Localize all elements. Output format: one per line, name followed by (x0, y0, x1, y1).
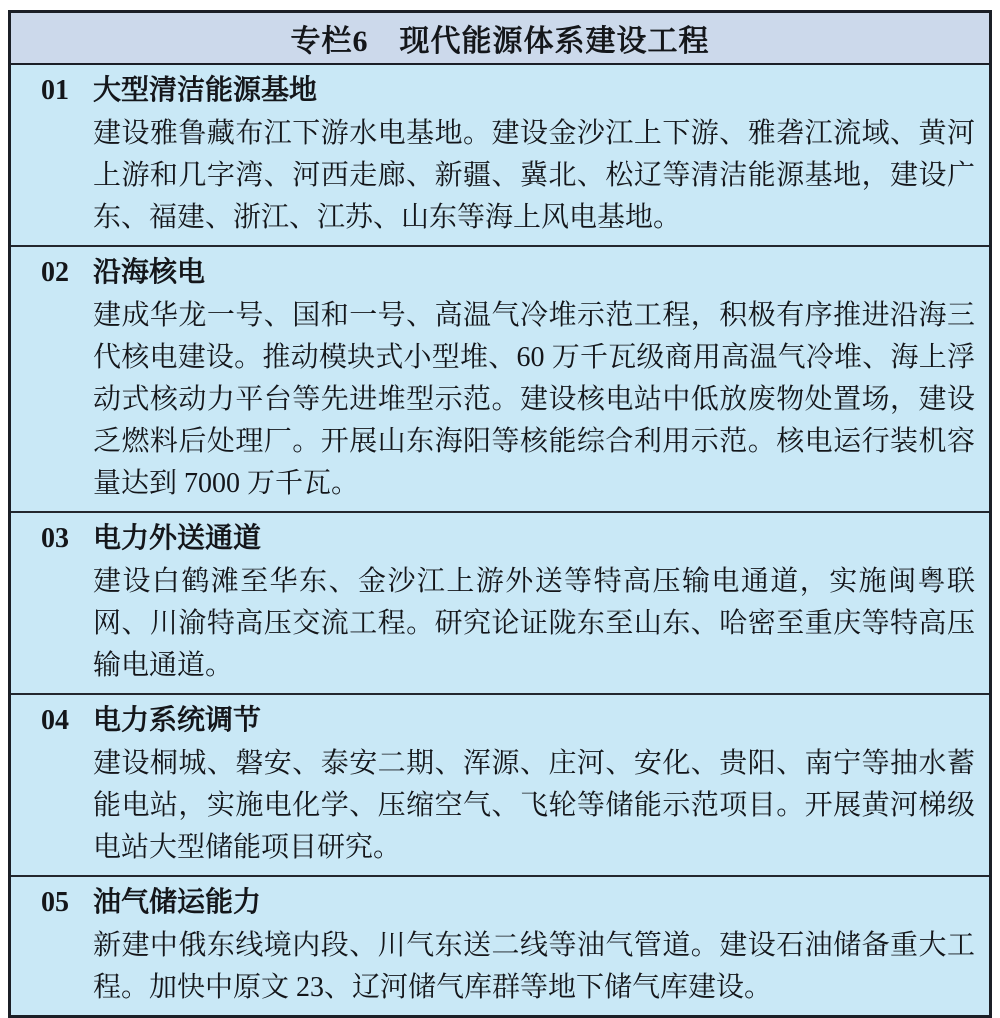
section-05 (11, 875, 989, 1015)
section-heading: 电力系统调节 (93, 705, 262, 736)
section-heading: 沿海核电 (93, 257, 206, 288)
section-number: 04 (41, 705, 69, 736)
section-heading: 大型清洁能源基地 (93, 75, 318, 106)
section-number: 03 (41, 523, 69, 554)
section-heading-row (41, 699, 975, 743)
section-heading-row (41, 517, 975, 561)
section-03 (11, 511, 989, 693)
section-heading-row (41, 881, 975, 925)
info-panel (8, 10, 992, 1018)
section-body: 建设桐城、磐安、泰安二期、浑源、庄河、安化、贵阳、南宁等抽水蓄能电站，实施电化学、压缩空气、飞轮等储能示范项目。开展黄河梯级电站大型储能项目研究。 (93, 748, 975, 863)
section-04 (11, 693, 989, 875)
section-body: 建设雅鲁藏布江下游水电基地。建设金沙江上下游、雅砻江流域、黄河上游和几字湾、河西走廊、新疆、冀北、松辽等清洁能源基地，建设广东、福建、浙江、江苏、山东等海上风电基地。 (93, 118, 975, 233)
section-number: 02 (41, 257, 69, 288)
panel-title: 专栏6 现代能源体系建设工程 (290, 25, 710, 58)
section-number: 05 (41, 887, 69, 918)
panel-header (11, 13, 989, 65)
section-body: 建设白鹤滩至华东、金沙江上游外送等特高压输电通道，实施闽粤联网、川渝特高压交流工程。研究论证陇东至山东、哈密至重庆等特高压输电通道。 (93, 566, 975, 681)
section-heading-row (41, 69, 975, 113)
section-body: 新建中俄东线境内段、川气东送二线等油气管道。建设石油储备重大工程。加快中原文 23、辽河储气库群等地下储气库建设。 (93, 930, 975, 1003)
section-01 (11, 65, 989, 245)
section-number: 01 (41, 75, 69, 106)
section-body: 建成华龙一号、国和一号、高温气冷堆示范工程，积极有序推进沿海三代核电建设。推动模块式小型堆、60 万千瓦级商用高温气冷堆、海上浮动式核动力平台等先进堆型示范。建设核电站中低放废物处置场，建设乏燃料后处理厂。开展山东海阳等核能综合利用示范。核电运行装机容量达到 7000 万千瓦。 (93, 300, 975, 499)
section-02 (11, 245, 989, 511)
section-heading-row (41, 251, 975, 295)
section-heading: 油气储运能力 (93, 887, 262, 918)
section-heading: 电力外送通道 (93, 523, 262, 554)
